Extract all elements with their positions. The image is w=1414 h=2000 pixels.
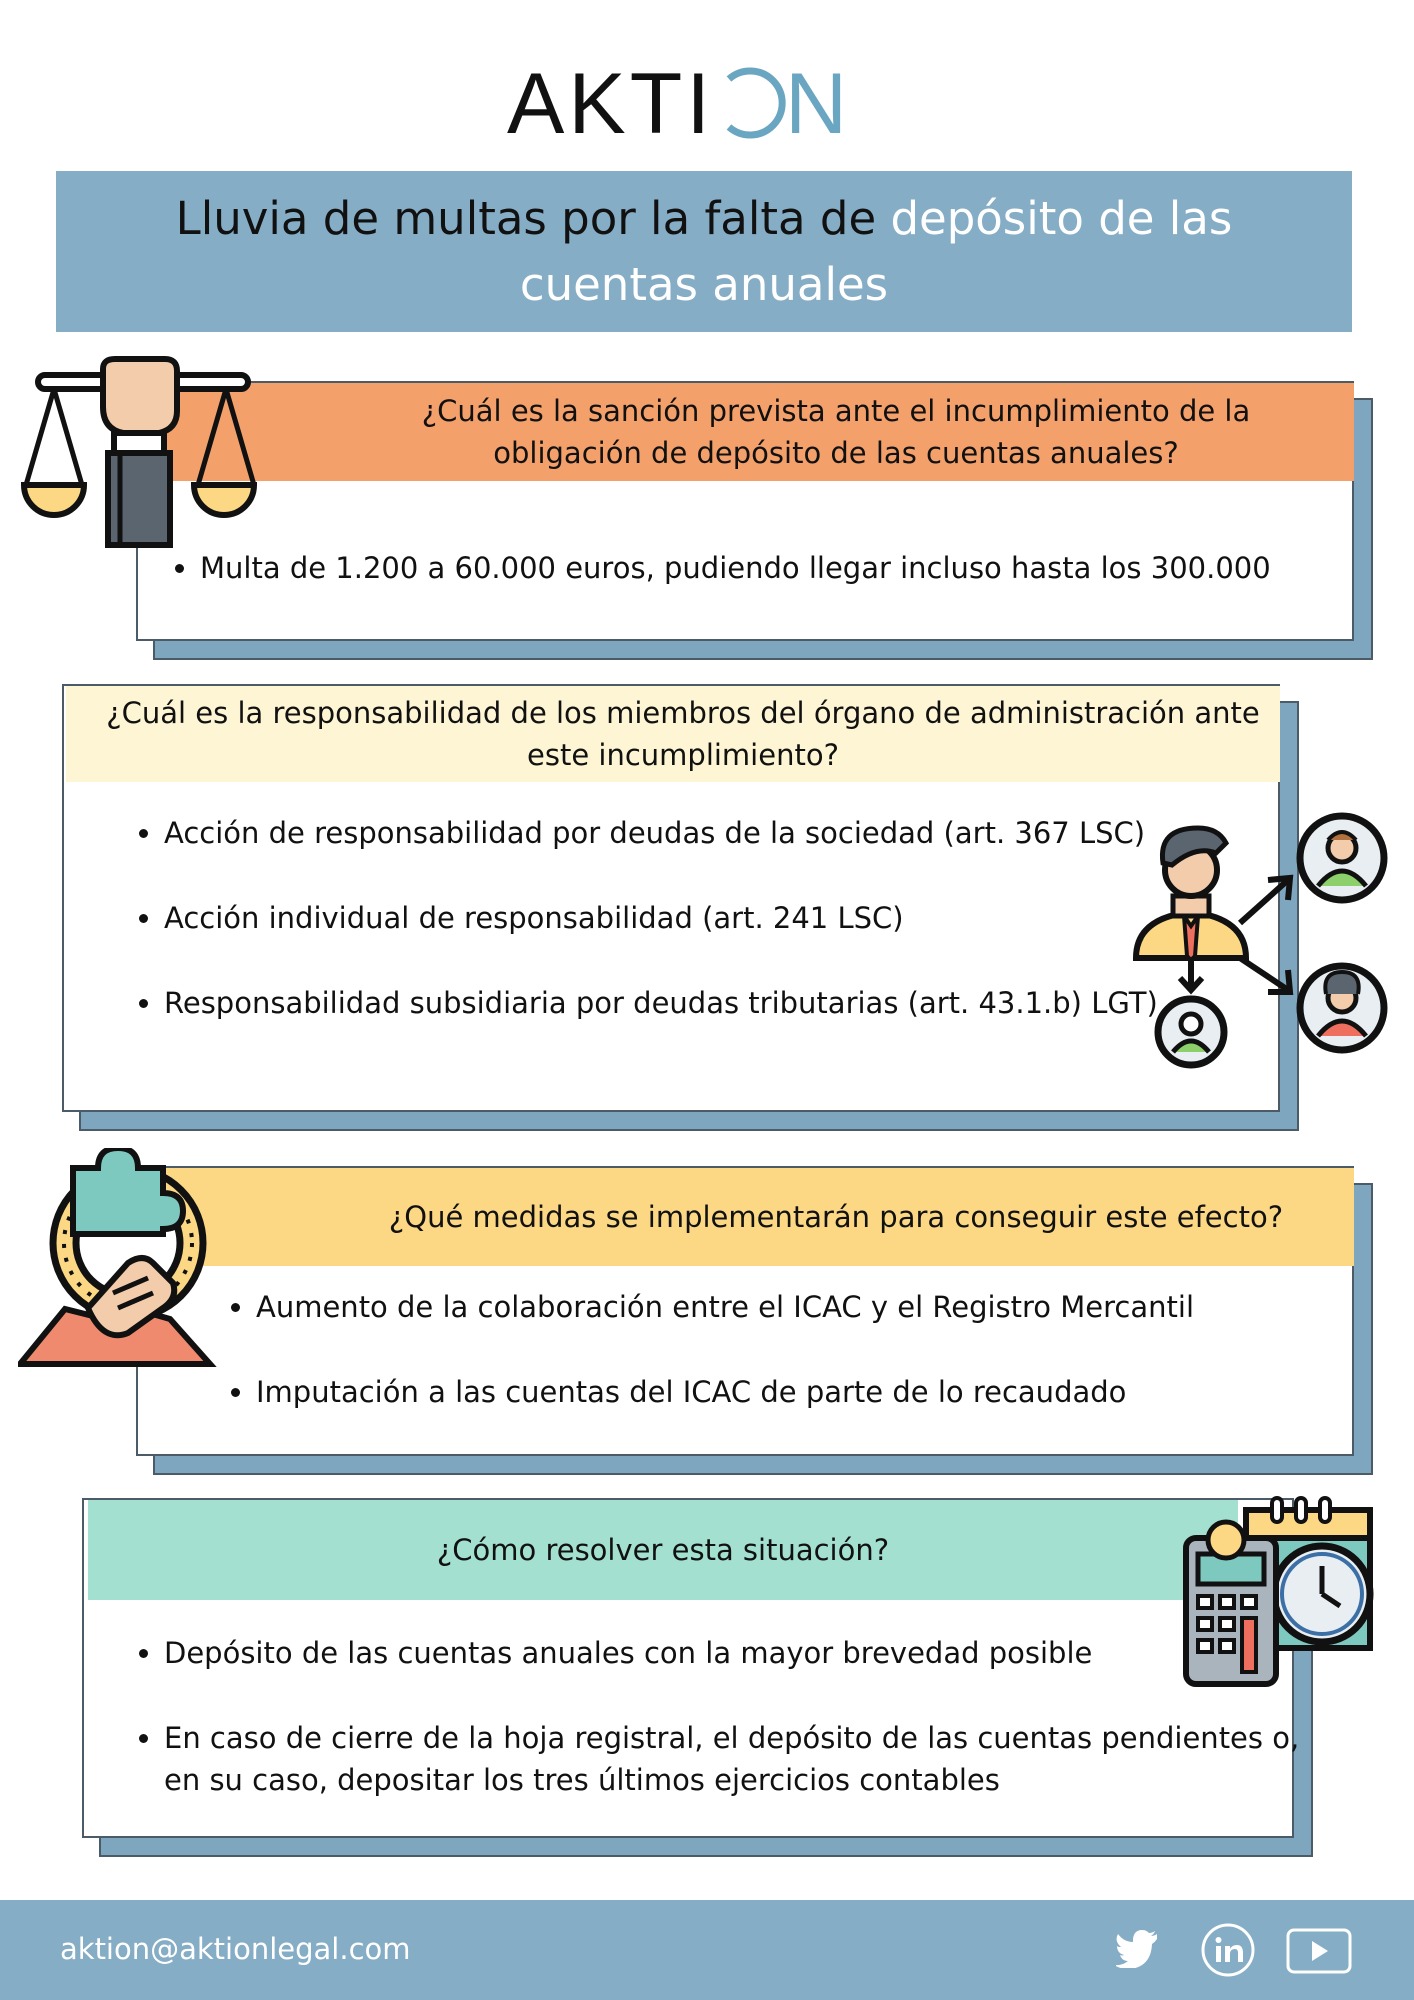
linkedin-icon[interactable] (1200, 1922, 1256, 1978)
section-3-list (216, 1286, 1356, 1413)
section-card-1 (136, 381, 1354, 641)
section-2-list (124, 812, 1164, 1024)
section-card-3 (136, 1166, 1354, 1456)
list-item: • Aumento de la colaboración entre el ICAC y el Registro Mercantil (256, 1286, 1356, 1328)
youtube-icon[interactable] (1286, 1928, 1352, 1974)
section-4-list (124, 1632, 1304, 1801)
title-highlight: depósito de las cuentas anuales (519, 191, 1233, 311)
section-1-list (160, 547, 1380, 589)
logo-o-mark (729, 71, 782, 135)
list-item: • Acción individual de responsabilidad (art. 241 LSC) (164, 897, 1164, 939)
section-4-header (88, 1500, 1238, 1600)
logo (0, 55, 1414, 145)
collaboration-icon (18, 1148, 238, 1368)
section-3-question: ¿Qué medidas se implementarán para conseguir este efecto? (388, 1200, 1284, 1234)
section-1-header (138, 383, 1354, 481)
list-item: • En caso de cierre de la hoja registral, el depósito de las cuentas pendientes o, en su caso, depositar los tres últimos ejercicios contables (164, 1717, 1304, 1801)
title-part1: Lluvia de multas por la falta de (175, 191, 891, 245)
page-title (129, 186, 1279, 318)
list-item: • Depósito de las cuentas anuales con la mayor brevedad posible (164, 1632, 1304, 1674)
section-card-4 (82, 1498, 1300, 1838)
logo-text-accent: N (785, 56, 848, 145)
footer-email-link[interactable]: aktion@aktionlegal.com (60, 1932, 411, 1966)
section-2-question: ¿Cuál es la responsabilidad de los miembros del órgano de administración ante este incumplimiento? (106, 696, 1260, 772)
section-2-header (66, 686, 1280, 782)
logo-text: AKTI (507, 56, 715, 145)
title-banner (56, 171, 1352, 332)
section-1-question: ¿Cuál es la sanción prevista ante el incumplimiento de la obligación de depósito de las cuentas anuales? (421, 394, 1251, 470)
twitter-icon[interactable] (1116, 1930, 1158, 1968)
list-item: • Imputación a las cuentas del ICAC de parte de lo recaudado (256, 1371, 1356, 1413)
scales-justice-icon (18, 355, 258, 550)
section-4-question: ¿Cómo resolver esta situación? (436, 1533, 890, 1567)
section-card-2 (62, 684, 1280, 1112)
section-3-header (138, 1168, 1354, 1266)
list-item: • Multa de 1.200 a 60.000 euros, pudiendo llegar incluso hasta los 300.000 (200, 547, 1380, 589)
list-item: • Acción de responsabilidad por deudas de la sociedad (art. 367 LSC) (164, 812, 1164, 854)
list-item: • Responsabilidad subsidiaria por deudas tributarias (art. 43.1.b) LGT) (164, 982, 1164, 1024)
calculator-calendar-icon (1180, 1494, 1376, 1690)
manager-network-icon (1128, 808, 1390, 1073)
